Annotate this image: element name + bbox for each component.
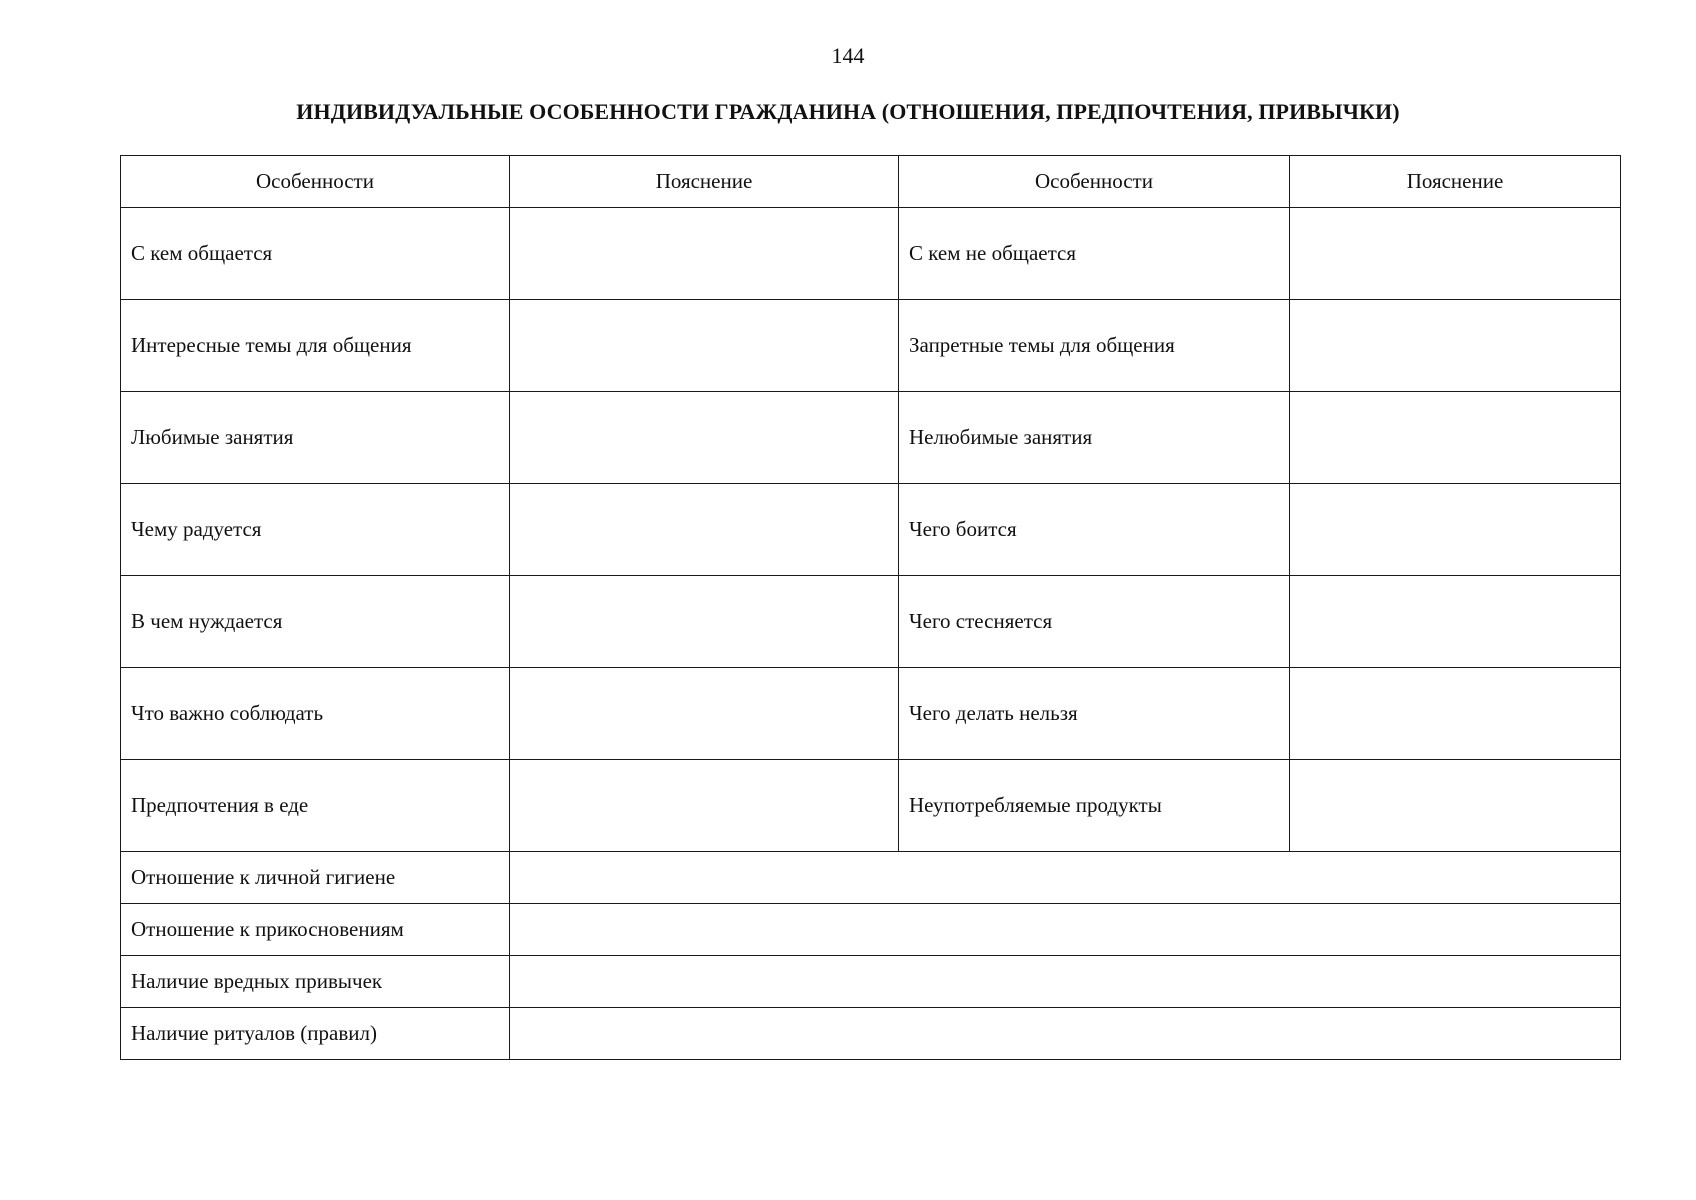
explanation-cell[interactable] bbox=[510, 956, 1621, 1008]
page-number: 144 bbox=[831, 43, 865, 68]
header-explanation-left: Пояснение bbox=[510, 156, 899, 208]
feature-label: Чего делать нельзя bbox=[899, 668, 1290, 760]
feature-label: Наличие вредных привычек bbox=[121, 956, 510, 1008]
feature-label: Предпочтения в еде bbox=[121, 760, 510, 852]
explanation-cell[interactable] bbox=[1290, 576, 1621, 668]
feature-label: Запретные темы для общения bbox=[899, 300, 1290, 392]
explanation-cell[interactable] bbox=[1290, 208, 1621, 300]
explanation-cell[interactable] bbox=[510, 208, 899, 300]
table-row bbox=[121, 668, 1621, 760]
explanation-cell[interactable] bbox=[1290, 668, 1621, 760]
table-row bbox=[121, 904, 1621, 956]
explanation-cell[interactable] bbox=[1290, 760, 1621, 852]
table-row bbox=[121, 576, 1621, 668]
feature-label: Чего боится bbox=[899, 484, 1290, 576]
feature-label: С кем не общается bbox=[899, 208, 1290, 300]
feature-label: Любимые занятия bbox=[121, 392, 510, 484]
explanation-cell[interactable] bbox=[1290, 392, 1621, 484]
table-row bbox=[121, 956, 1621, 1008]
feature-label: Чего стесняется bbox=[899, 576, 1290, 668]
features-table bbox=[120, 155, 1621, 1060]
explanation-cell[interactable] bbox=[510, 576, 899, 668]
table-header-row bbox=[121, 156, 1621, 208]
feature-label: Что важно соблюдать bbox=[121, 668, 510, 760]
explanation-cell[interactable] bbox=[1290, 484, 1621, 576]
header-features-left: Особенности bbox=[121, 156, 510, 208]
table-row bbox=[121, 1008, 1621, 1060]
header-features-right: Особенности bbox=[899, 156, 1290, 208]
feature-label: С кем общается bbox=[121, 208, 510, 300]
header-explanation-right: Пояснение bbox=[1290, 156, 1621, 208]
table-row bbox=[121, 852, 1621, 904]
explanation-cell[interactable] bbox=[510, 300, 899, 392]
feature-label: Отношение к личной гигиене bbox=[121, 852, 510, 904]
explanation-cell[interactable] bbox=[510, 392, 899, 484]
feature-label: Неупотребляемые продукты bbox=[899, 760, 1290, 852]
explanation-cell[interactable] bbox=[1290, 300, 1621, 392]
table-row bbox=[121, 208, 1621, 300]
table-row bbox=[121, 392, 1621, 484]
explanation-cell[interactable] bbox=[510, 760, 899, 852]
explanation-cell[interactable] bbox=[510, 1008, 1621, 1060]
explanation-cell[interactable] bbox=[510, 484, 899, 576]
explanation-cell[interactable] bbox=[510, 668, 899, 760]
feature-label: Наличие ритуалов (правил) bbox=[121, 1008, 510, 1060]
explanation-cell[interactable] bbox=[510, 904, 1621, 956]
page-title: ИНДИВИДУАЛЬНЫЕ ОСОБЕННОСТИ ГРАЖДАНИНА (ОТНОШЕНИЯ, ПРЕДПОЧТЕНИЯ, ПРИВЫЧКИ) bbox=[296, 99, 1400, 124]
feature-label: Чему радуется bbox=[121, 484, 510, 576]
explanation-cell[interactable] bbox=[510, 852, 1621, 904]
table-row bbox=[121, 300, 1621, 392]
feature-label: Отношение к прикосновениям bbox=[121, 904, 510, 956]
table-row bbox=[121, 760, 1621, 852]
feature-label: Нелюбимые занятия bbox=[899, 392, 1290, 484]
table-row bbox=[121, 484, 1621, 576]
feature-label: В чем нуждается bbox=[121, 576, 510, 668]
feature-label: Интересные темы для общения bbox=[121, 300, 510, 392]
